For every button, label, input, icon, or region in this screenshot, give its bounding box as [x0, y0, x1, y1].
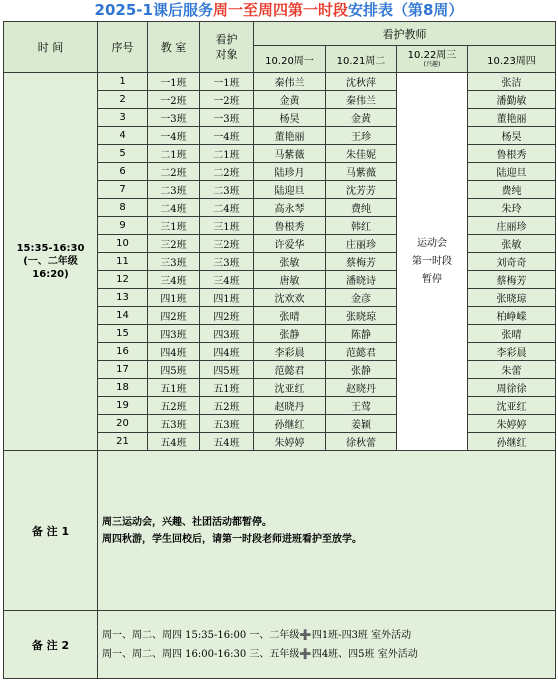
cell-seq: 18: [98, 379, 148, 397]
cell-mon: 唐敏: [254, 271, 326, 289]
cell-thu: 潘勤敏: [468, 91, 556, 109]
note-1-row: [4, 451, 556, 611]
cell-mon: 沈欢欢: [254, 289, 326, 307]
cell-thu: 刘奇奇: [468, 253, 556, 271]
cell-mon: 张静: [254, 325, 326, 343]
cell-room: 一2班: [148, 91, 200, 109]
cell-tue: 王莺: [326, 397, 397, 415]
cell-thu: 沈亚红: [468, 397, 556, 415]
cell-tue: 张晓琼: [326, 307, 397, 325]
note-2-line-1: 周一、周二、周四 15:35-16:00 一、二年级➕四1班-四3班 室外活动: [102, 629, 412, 641]
cell-seq: 16: [98, 343, 148, 361]
cell-thu: 费纯: [468, 181, 556, 199]
cell-room: 二3班: [148, 181, 200, 199]
cell-target: 四5班: [200, 361, 254, 379]
cell-thu: 张洁: [468, 73, 556, 91]
note-2-line-2: 周一、周二、周四 16:00-16:30 三、五年级➕四4班、四5班 室外活动: [102, 648, 418, 660]
cell-room: 四4班: [148, 343, 200, 361]
cell-thu: 孙继红: [468, 433, 556, 451]
cell-tue: 马紫薇: [326, 163, 397, 181]
cell-target: 三1班: [200, 217, 254, 235]
cell-room: 二4班: [148, 199, 200, 217]
header-wednesday: [397, 46, 468, 73]
cell-seq: 8: [98, 199, 148, 217]
cell-target: 三3班: [200, 253, 254, 271]
cell-target: 二2班: [200, 163, 254, 181]
cell-tue: 姜颖: [326, 415, 397, 433]
wednesday-note-line2: 第一时段: [412, 255, 452, 267]
wednesday-note-line3: 暂停: [422, 273, 442, 285]
cell-tue: 范懿君: [326, 343, 397, 361]
time-slot-line3: 16:20): [32, 269, 69, 280]
note-1-line-1: 周三运动会，兴趣、社团活动都暂停。: [102, 516, 272, 528]
cell-seq: 21: [98, 433, 148, 451]
header-thursday: 10.23周四: [468, 46, 556, 73]
cell-thu: 朱蕾: [468, 361, 556, 379]
note-2-row: [4, 611, 556, 679]
cell-seq: 17: [98, 361, 148, 379]
header-target-label: 看护对象: [215, 33, 238, 61]
cell-room: 三3班: [148, 253, 200, 271]
cell-target: 一2班: [200, 91, 254, 109]
cell-target: 四2班: [200, 307, 254, 325]
cell-seq: 15: [98, 325, 148, 343]
cell-target: 五3班: [200, 415, 254, 433]
cell-thu: 张敏: [468, 235, 556, 253]
cell-tue: 张静: [326, 361, 397, 379]
cell-tue: 庄丽珍: [326, 235, 397, 253]
cell-room: 一4班: [148, 127, 200, 145]
cell-room: 二2班: [148, 163, 200, 181]
cell-mon: 张敏: [254, 253, 326, 271]
cell-target: 二4班: [200, 199, 254, 217]
time-slot-line1: 15:35-16:30: [16, 243, 85, 254]
header-room: 教 室: [148, 22, 200, 73]
cell-target: 三4班: [200, 271, 254, 289]
cell-target: 二1班: [200, 145, 254, 163]
cell-mon: 范懿君: [254, 361, 326, 379]
cell-tue: 潘晓诗: [326, 271, 397, 289]
cell-seq: 13: [98, 289, 148, 307]
cell-mon: 杨昊: [254, 109, 326, 127]
cell-seq: 14: [98, 307, 148, 325]
cell-seq: 10: [98, 235, 148, 253]
cell-tue: 韩红: [326, 217, 397, 235]
cell-mon: 朱婷婷: [254, 433, 326, 451]
note-2-content: [98, 611, 556, 679]
cell-tue: 金黄: [326, 109, 397, 127]
cell-thu: 庄丽珍: [468, 217, 556, 235]
cell-tue: 费纯: [326, 199, 397, 217]
title-part-1: 2025-1课后服务: [94, 1, 213, 19]
cell-room: 五1班: [148, 379, 200, 397]
cell-tue: 朱佳妮: [326, 145, 397, 163]
header-seq: 序号: [98, 22, 148, 73]
cell-mon: 秦伟兰: [254, 73, 326, 91]
cell-target: 四4班: [200, 343, 254, 361]
cell-tue: 秦伟兰: [326, 91, 397, 109]
header-wednesday-label: 10.22周三: [407, 50, 457, 61]
cell-target: 一3班: [200, 109, 254, 127]
note-1-content: [98, 451, 556, 611]
cell-seq: 20: [98, 415, 148, 433]
cell-mon: 赵晓丹: [254, 397, 326, 415]
time-slot-line2: (一、二年级: [23, 256, 78, 267]
cell-thu: 周徐徐: [468, 379, 556, 397]
title-part-3: 安排表（第8周）: [347, 1, 464, 19]
note-1-line-2: 周四秋游，学生回校后，请第一时段老师进班看护至放学。: [102, 533, 362, 545]
header-tuesday: 10.21周二: [326, 46, 397, 73]
cell-seq: 4: [98, 127, 148, 145]
cell-target: 四3班: [200, 325, 254, 343]
cell-seq: 5: [98, 145, 148, 163]
note-2-label: 备 注 2: [4, 611, 98, 679]
cell-thu: 朱玲: [468, 199, 556, 217]
cell-thu: 张晓琼: [468, 289, 556, 307]
cell-mon: 孙继红: [254, 415, 326, 433]
cell-target: 五2班: [200, 397, 254, 415]
cell-tue: 徐秋蕾: [326, 433, 397, 451]
cell-mon: 鲁根秀: [254, 217, 326, 235]
cell-room: 四3班: [148, 325, 200, 343]
cell-tue: 沈芳芳: [326, 181, 397, 199]
cell-room: 四1班: [148, 289, 200, 307]
cell-target: 三2班: [200, 235, 254, 253]
cell-tue: 蔡梅芳: [326, 253, 397, 271]
cell-room: 五4班: [148, 433, 200, 451]
table-row: [4, 73, 556, 91]
cell-room: 四5班: [148, 361, 200, 379]
cell-mon: 陆珍月: [254, 163, 326, 181]
cell-target: 一4班: [200, 127, 254, 145]
cell-room: 五3班: [148, 415, 200, 433]
cell-room: 三2班: [148, 235, 200, 253]
schedule-table: [3, 21, 556, 679]
cell-thu: 张晴: [468, 325, 556, 343]
cell-tue: 沈秋萍: [326, 73, 397, 91]
cell-room: 二1班: [148, 145, 200, 163]
cell-seq: 2: [98, 91, 148, 109]
cell-mon: 金黄: [254, 91, 326, 109]
note-1-label: 备 注 1: [4, 451, 98, 611]
cell-mon: 李彩晨: [254, 343, 326, 361]
cell-target: 二3班: [200, 181, 254, 199]
cell-target: 一1班: [200, 73, 254, 91]
page-title: [0, 0, 558, 20]
cell-thu: 朱婷婷: [468, 415, 556, 433]
cell-thu: 李彩晨: [468, 343, 556, 361]
cell-seq: 19: [98, 397, 148, 415]
cell-target: 四1班: [200, 289, 254, 307]
header-teachers: 看护教师: [254, 22, 556, 46]
cell-mon: 陆迎旦: [254, 181, 326, 199]
title-part-2: 周一至周四第一时段: [212, 1, 348, 19]
cell-thu: 柏峥嵘: [468, 307, 556, 325]
cell-room: 一3班: [148, 109, 200, 127]
cell-room: 五2班: [148, 397, 200, 415]
cell-tue: 王珍: [326, 127, 397, 145]
cell-mon: 高永琴: [254, 199, 326, 217]
header-target: [200, 22, 254, 73]
cell-tue: 金彦: [326, 289, 397, 307]
cell-room: 三1班: [148, 217, 200, 235]
cell-room: 四2班: [148, 307, 200, 325]
cell-mon: 董艳丽: [254, 127, 326, 145]
cell-target: 五4班: [200, 433, 254, 451]
cell-thu: 陆迎旦: [468, 163, 556, 181]
wednesday-note-line1: 运动会: [417, 237, 447, 249]
cell-tue: 陈静: [326, 325, 397, 343]
cell-seq: 3: [98, 109, 148, 127]
time-slot-cell: [4, 73, 98, 451]
cell-mon: 沈亚红: [254, 379, 326, 397]
header-time: 时 间: [4, 22, 98, 73]
header-wednesday-sub: (兴趣): [423, 61, 441, 68]
cell-thu: 董艳丽: [468, 109, 556, 127]
cell-seq: 6: [98, 163, 148, 181]
cell-thu: 蔡梅芳: [468, 271, 556, 289]
cell-seq: 9: [98, 217, 148, 235]
cell-seq: 7: [98, 181, 148, 199]
cell-thu: 杨昊: [468, 127, 556, 145]
cell-mon: 许爱华: [254, 235, 326, 253]
cell-seq: 1: [98, 73, 148, 91]
cell-room: 一1班: [148, 73, 200, 91]
cell-tue: 赵晓丹: [326, 379, 397, 397]
cell-thu: 鲁根秀: [468, 145, 556, 163]
cell-mon: 马紫薇: [254, 145, 326, 163]
cell-mon: 张晴: [254, 307, 326, 325]
cell-seq: 12: [98, 271, 148, 289]
cell-room: 三4班: [148, 271, 200, 289]
cell-seq: 11: [98, 253, 148, 271]
header-monday: 10.20周一: [254, 46, 326, 73]
wednesday-suspended-cell: [397, 73, 468, 451]
cell-target: 五1班: [200, 379, 254, 397]
